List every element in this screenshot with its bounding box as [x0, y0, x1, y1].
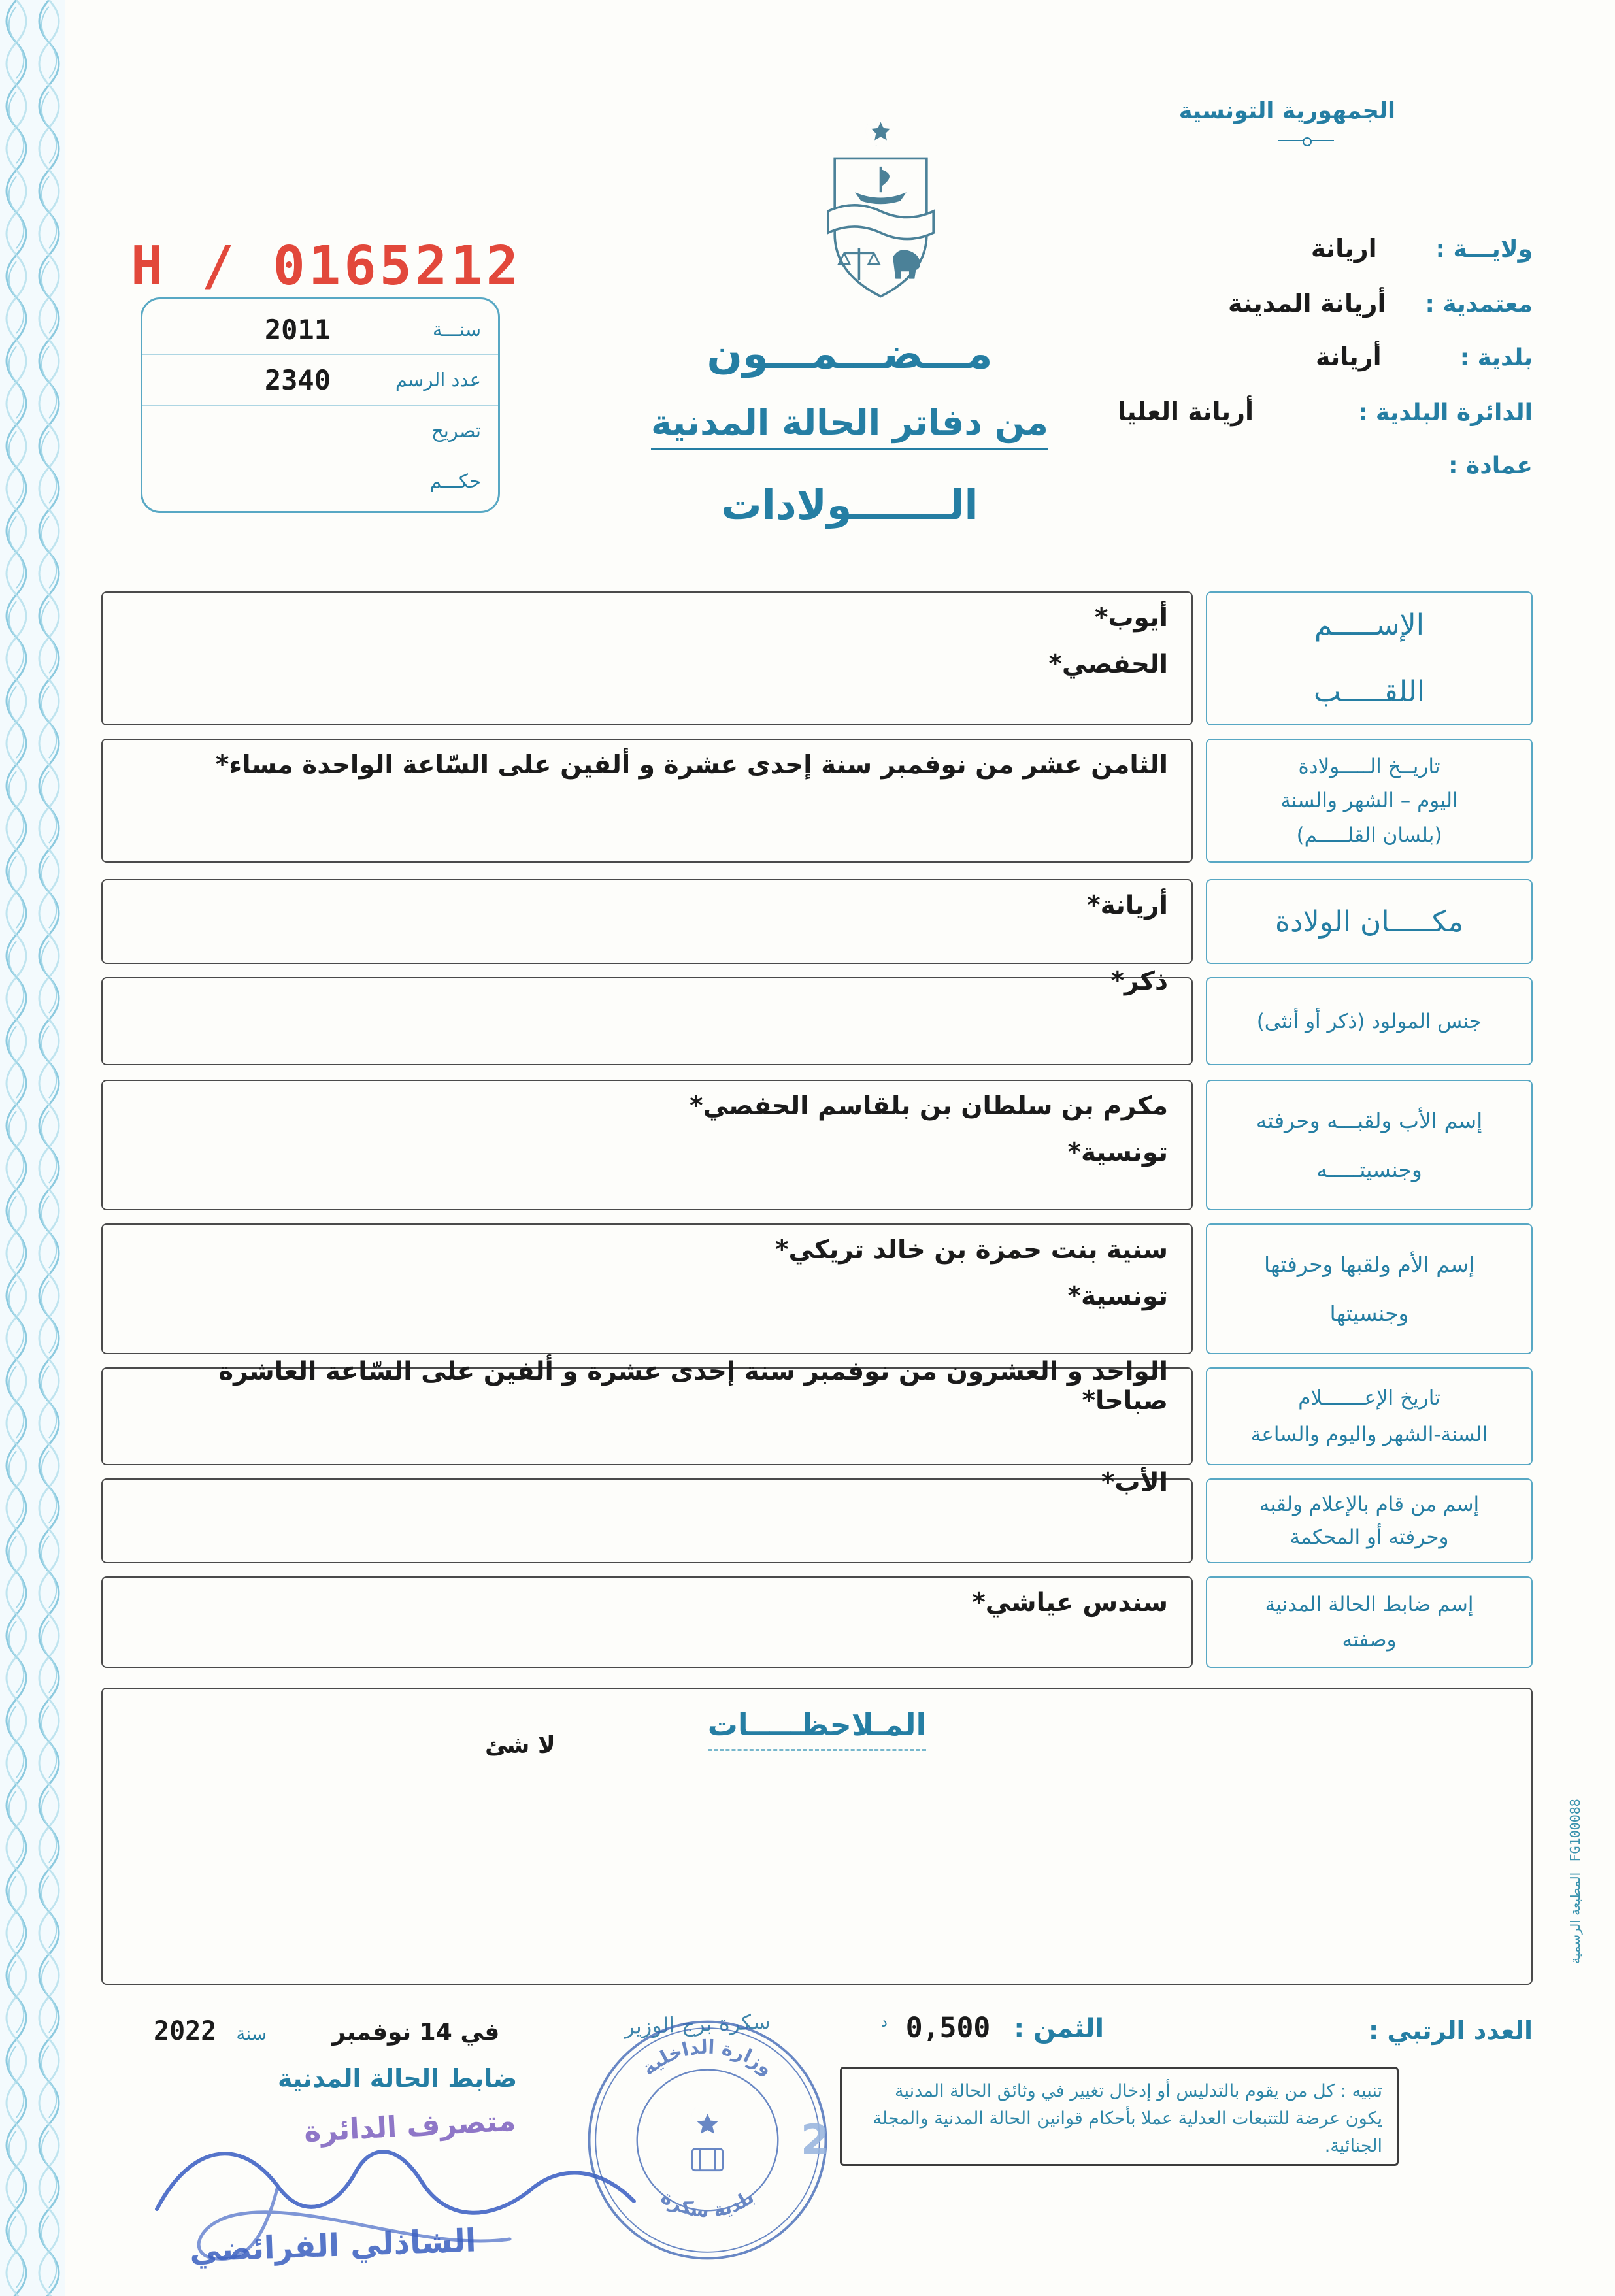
- municipality-value: أريانة: [1315, 342, 1382, 371]
- notifier-label-2: وحرفته أو المحكمة: [1290, 1525, 1449, 1549]
- father-name-value: مكرم بن سلطان بن بلقاسم الحفصي*: [690, 1091, 1168, 1121]
- print-house-label: المطبعة الرسمية: [1567, 1872, 1583, 1964]
- father-label-box: [1206, 1080, 1533, 1210]
- father-label-2: وجنسيتـــــه: [1316, 1156, 1422, 1182]
- first-name-value: أيوب*: [1094, 603, 1168, 633]
- gender-value-box: [101, 967, 1193, 1065]
- notifier-value: الأب*: [1101, 1468, 1168, 1497]
- price-label: الثمن :: [1014, 2014, 1105, 2044]
- svg-text:بلدية سكرة: [657, 2186, 758, 2221]
- district-value: أريانة العليا: [1117, 397, 1254, 426]
- birth-date-label-1: تاريــخ الـــــولادة: [1298, 754, 1440, 778]
- birth-place-label-box: [1206, 879, 1533, 964]
- act-number-value: 2340: [264, 363, 331, 396]
- registrar-label-box: [1206, 1576, 1533, 1668]
- notification-date-value-box: [101, 1357, 1193, 1465]
- notification-date-value: الواحد و العشرون من نوفمبر سنة إحدى عشرة و ألفين على السّاعة العاشرة صباحا*: [218, 1357, 1168, 1416]
- birth-place-value: أريانة*: [1087, 891, 1168, 920]
- observations-box: [101, 1688, 1533, 1985]
- issue-year-label: سنة: [236, 2023, 267, 2044]
- order-number-label: العدد الرتبي :: [1368, 2016, 1533, 2045]
- birth-date-label-3: (بلسان القلـــــم): [1296, 823, 1442, 847]
- wilaya-value: اريانة: [1310, 234, 1377, 263]
- price-value: 0,500: [905, 2012, 991, 2044]
- field-municipality: [1316, 342, 1533, 371]
- observations-title: المـلاحظـــــات: [103, 1707, 1531, 1742]
- registrar-value: سندس عياشي*: [972, 1588, 1168, 1618]
- price-unit: د: [881, 2014, 888, 2031]
- refrow-year: [142, 305, 498, 355]
- print-code: FG100088: [1567, 1799, 1583, 1862]
- gender-label: جنس المولود (ذكر أو أنثى): [1256, 1009, 1482, 1033]
- gender-value: ذكر*: [1110, 967, 1168, 996]
- father-value-box: [101, 1080, 1193, 1210]
- officer-role-stamp: متصرف الدائرة: [303, 2104, 517, 2149]
- delegation-label: معتمدية :: [1425, 291, 1533, 318]
- refrow-act: [142, 355, 498, 405]
- father-label-1: إسم الأب ولقبـــه وحرفته: [1256, 1108, 1483, 1134]
- declaration-label: تصريح: [431, 419, 481, 442]
- print-house-note: [1567, 1799, 1583, 1964]
- imada-label: عمادة :: [1448, 452, 1533, 479]
- gender-label-box: [1206, 977, 1533, 1065]
- issue-date: [154, 2016, 499, 2046]
- registrar-label-2: وصفته: [1342, 1627, 1397, 1652]
- issue-year-value: 2022: [154, 2016, 217, 2046]
- last-name-label: اللقـــــب: [1313, 675, 1425, 708]
- stamp-ring-top-text: وزارة الداخلية: [637, 2035, 778, 2080]
- wilaya-label: ولايـــة :: [1435, 236, 1533, 263]
- document-title-block: [503, 330, 1196, 529]
- stamp-number: 2: [800, 2115, 830, 2164]
- notifier-label-box: [1206, 1478, 1533, 1563]
- mother-nationality-value: تونسية*: [1067, 1282, 1168, 1311]
- mother-value-box: [101, 1223, 1193, 1354]
- mother-label-2: وجنسيتها: [1329, 1300, 1409, 1326]
- name-label-box: [1206, 591, 1533, 725]
- delegation-value: أريانة المدينة: [1227, 289, 1386, 318]
- birth-date-label-2: اليوم – الشهر والسنة: [1280, 789, 1458, 812]
- price-field: [876, 2012, 1104, 2044]
- municipal-round-stamp: [582, 2014, 833, 2266]
- mother-name-value: سنية بنت حمزة بن خالد تريكي*: [775, 1235, 1168, 1265]
- legal-notice: تنبيه : كل من يقوم بالتدليس أو إدخال تغيير في وثائق الحالة المدنية يكون عرضة للتتبعات العدلية عملا بأحكام قوانين الحالة المدنية والمجلة الجنائية.: [840, 2067, 1399, 2166]
- registrar-label-1: إسم ضابط الحالة المدنية: [1265, 1593, 1474, 1617]
- district-label: الدائرة البلدية :: [1357, 399, 1533, 426]
- field-delegation: [1228, 289, 1533, 318]
- issue-date-day: في 14 نوفمبر: [332, 2019, 500, 2046]
- registrar-value-box: [101, 1576, 1193, 1668]
- title-births: الـــــــولادات: [721, 481, 978, 529]
- republic-title: الجمهورية التونسية: [1178, 98, 1395, 124]
- name-value-box: [101, 591, 1193, 725]
- mother-label-1: إسم الأم ولقبها وحرفتها: [1263, 1252, 1475, 1278]
- first-name-label: الإســـــم: [1314, 608, 1424, 642]
- judgment-label: حكـــم: [429, 469, 481, 492]
- svg-text:وزارة الداخلية: [637, 2036, 777, 2080]
- stamp-ring-bottom-text: بلدية سكرة: [657, 2186, 758, 2222]
- act-number-label: عدد الرسم: [395, 369, 481, 391]
- mother-label-box: [1206, 1223, 1533, 1354]
- municipality-label: بلدية :: [1459, 344, 1533, 371]
- refrow-declaration: [142, 406, 498, 456]
- serial-number: H / 0165212: [131, 235, 522, 297]
- field-wilaya: [1311, 234, 1533, 263]
- title-extract: مـــضـــمـــون: [707, 330, 993, 378]
- father-nationality-value: تونسية*: [1067, 1138, 1168, 1167]
- notification-date-label-1: تاريخ الإعـــــــلام: [1298, 1386, 1440, 1410]
- officer-title: ضابط الحالة المدنية: [278, 2064, 518, 2093]
- refrow-judgment: [142, 456, 498, 506]
- observations-value: لا شئ: [485, 1732, 556, 1759]
- birth-place-label: مكـــــان الولادة: [1274, 905, 1464, 939]
- notification-date-label-box: [1206, 1367, 1533, 1465]
- field-imada: [1448, 452, 1533, 479]
- year-value: 2011: [264, 313, 331, 346]
- ornament-divider: [1278, 140, 1334, 141]
- title-registers: من دفاتر الحالة المدنية: [503, 402, 1196, 443]
- coat-of-arms: [810, 110, 951, 306]
- year-label: سنـــة: [432, 318, 481, 341]
- birth-date-value: الثامن عشر من نوفمبر سنة إحدى عشرة و ألفين على السّاعة الواحدة مساء*: [215, 750, 1168, 780]
- birth-date-label-box: [1206, 739, 1533, 863]
- guilloche-border: [0, 0, 65, 2296]
- notifier-value-box: [101, 1468, 1193, 1563]
- notifier-label-1: إسم من قام بالإعلام ولقبه: [1259, 1493, 1480, 1516]
- place-note: سكرة برج الوزير: [624, 2009, 771, 2039]
- birth-date-value-box: [101, 739, 1193, 863]
- notification-date-label-2: السنة-الشهر واليوم والساعة: [1250, 1423, 1488, 1447]
- reference-box: [141, 297, 500, 513]
- signature-name-stamp: الشاذلي الفرائضي: [189, 2222, 477, 2269]
- birth-place-value-box: [101, 879, 1193, 964]
- last-name-value: الحفصي*: [1048, 650, 1168, 679]
